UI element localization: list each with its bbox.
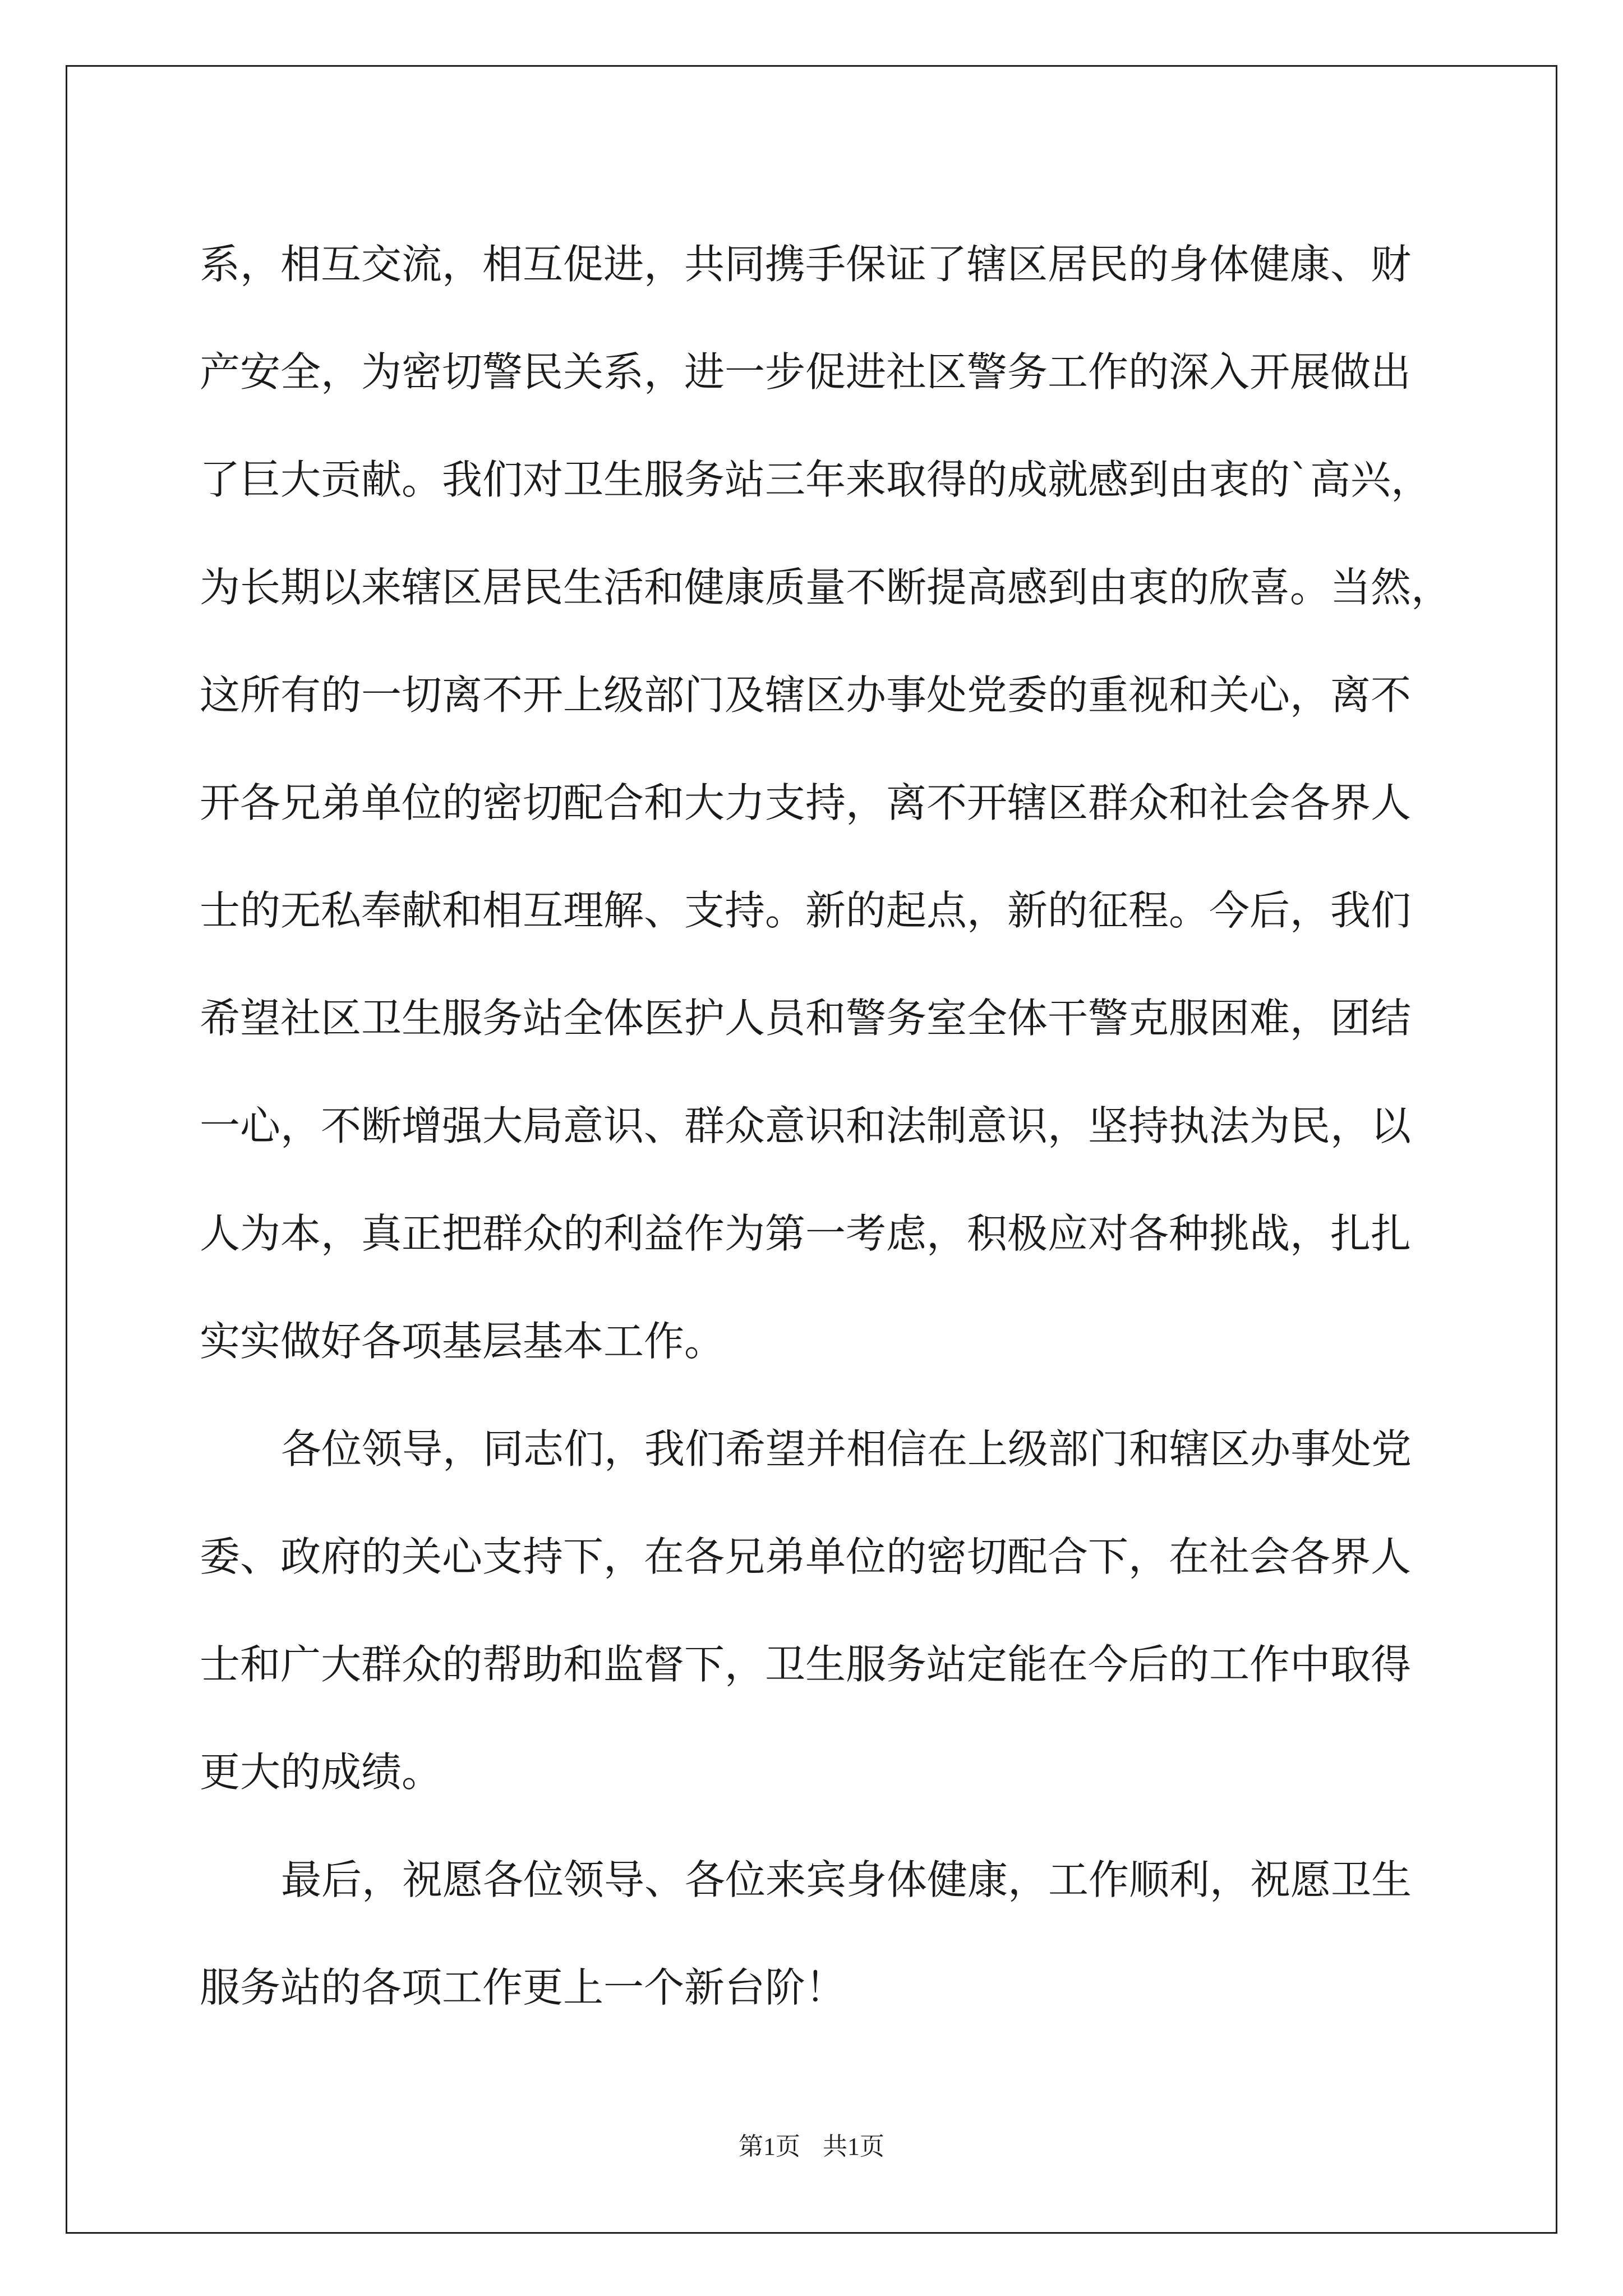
text-line: 了巨大贡献。我们对卫生服务站三年来取得的成就感到由衷的`高兴， <box>200 456 1432 503</box>
text-line: 一心，不断增强大局意识、群众意识和法制意识，坚持执法为民，以 <box>200 1102 1412 1149</box>
text-line: 人为本，真正把群众的利益作为第一考虑，积极应对各种挑战，扎扎 <box>200 1210 1412 1257</box>
text-line: 为长期以来辖区居民生活和健康质量不断提高感到由衷的欣喜。当然， <box>200 564 1452 611</box>
text-line: 产安全，为密切警民关系，进一步促进社区警务工作的深入开展做出 <box>200 348 1412 395</box>
text-line: 这所有的一切离不开上级部门及辖区办事处党委的重视和关心，离不 <box>200 671 1412 719</box>
page-total: 共1页 <box>823 2133 884 2160</box>
text-line: 士和广大群众的帮助和监督下，卫生服务站定能在今后的工作中取得 <box>200 1641 1412 1688</box>
text-line: 实实做好各项基层基本工作。 <box>200 1318 725 1365</box>
text-line: 士的无私奉献和相互理解、支持。新的起点，新的征程。今后，我们 <box>200 887 1412 934</box>
page-footer <box>0 2126 1623 2162</box>
document-body <box>200 210 1452 2041</box>
text-line: 委、政府的关心支持下，在各兄弟单位的密切配合下，在社会各界人 <box>200 1533 1412 1580</box>
text-line: 系，相互交流，相互促进，共同携手保证了辖区居民的身体健康、财 <box>200 241 1412 288</box>
text-line: 开各兄弟单位的密切配合和大力支持，离不开辖区群众和社会各界人 <box>200 779 1412 826</box>
paragraph-first-line: 最后，祝愿各位领导、各位来宾身体健康，工作顺利，祝愿卫生 <box>281 1856 1412 1903</box>
page-number: 第1页 <box>739 2133 800 2160</box>
text-line: 希望社区卫生服务站全体医护人员和警务室全体干警克服困难，团结 <box>200 995 1412 1042</box>
text-line: 更大的成绩。 <box>200 1749 442 1796</box>
text-line: 服务站的各项工作更上一个新台阶！ <box>200 1964 846 2011</box>
paragraph-first-line: 各位领导，同志们，我们希望并相信在上级部门和辖区办事处党 <box>281 1425 1412 1473</box>
